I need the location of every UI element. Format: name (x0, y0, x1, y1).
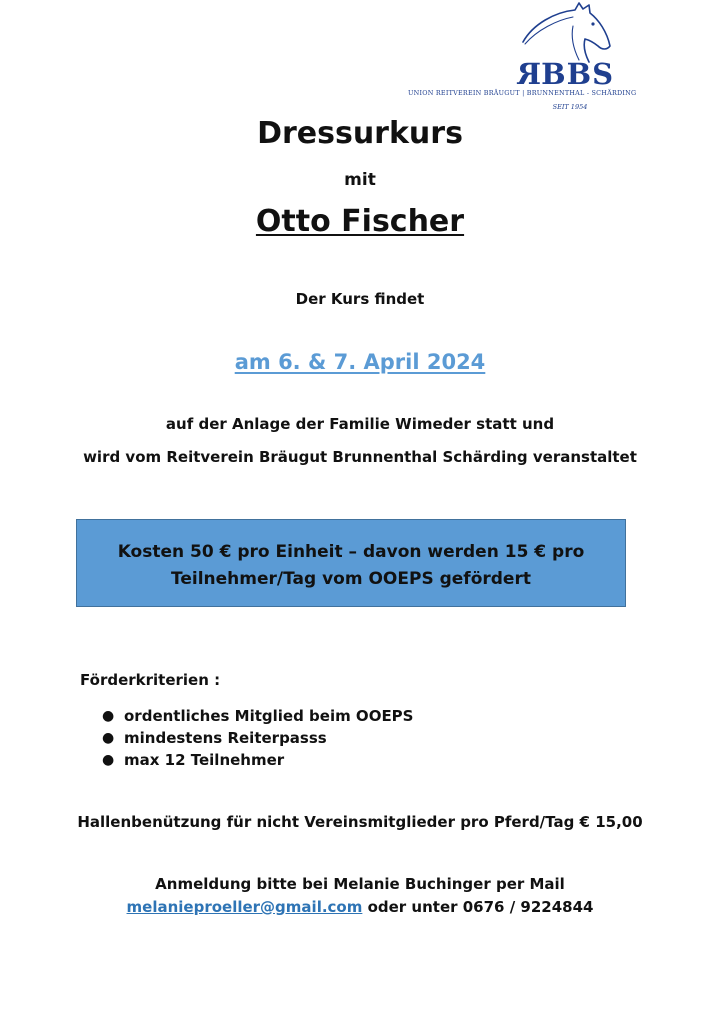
bullet-icon: ● (102, 752, 115, 768)
event-date-text: am 6. & 7. April 2024 (234, 350, 486, 374)
logo-subtitle: UNION REITVEREIN BRÄUGUT | BRUNNENTHAL - SCHÄRDING (408, 89, 637, 97)
criteria-item-text: mindestens Reiterpasss (124, 729, 327, 747)
criteria-list (100, 705, 413, 771)
list-item (100, 727, 413, 749)
logo-reversed-letter: R (515, 57, 542, 91)
location-line-1: auf der Anlage der Familie Wimeder statt und (165, 415, 555, 433)
logo-letters: BBS (541, 57, 615, 91)
instructor-name (0, 201, 720, 243)
criteria-item-text: ordentliches Mitglied beim OOEPS (124, 707, 414, 725)
phone-text: oder unter 0676 / 9224844 (362, 898, 594, 916)
event-date (0, 346, 720, 378)
cost-line-2: Teilnehmer/Tag vom OOEPS gefördert (171, 569, 531, 589)
logo-since: SEIT 1954 (552, 103, 588, 111)
cost-text (77, 539, 625, 593)
list-item (100, 749, 413, 771)
bullet-icon: ● (102, 730, 115, 746)
criteria-item-text: max 12 Teilnehmer (124, 751, 285, 769)
hall-fee-text: Hallenbenützung für nicht Vereinsmitglieder pro Pferd/Tag € 15,00 (77, 813, 643, 831)
page-title: Dressurkurs (257, 116, 463, 151)
instructor-name-text: Otto Fischer (255, 204, 465, 239)
cost-line-1: Kosten 50 € pro Einheit – davon werden 15 € pro (117, 542, 585, 562)
bullet-icon: ● (102, 708, 115, 724)
with-label: mit (344, 170, 376, 190)
registration-line-2 (0, 896, 720, 918)
registration-line-1: Anmeldung bitte bei Melanie Buchinger per Mail (155, 875, 565, 893)
intro-text: Der Kurs findet (295, 290, 425, 308)
club-logo (405, 2, 720, 112)
cost-box (76, 519, 626, 607)
email-link[interactable]: melanieproeller@gmail.com (126, 898, 363, 916)
list-item (100, 705, 413, 727)
logo-wordmark (485, 57, 645, 91)
location-line-2: wird vom Reitverein Bräugut Brunnenthal Schärding veranstaltet (83, 448, 637, 466)
criteria-heading: Förderkriterien : (80, 671, 221, 689)
